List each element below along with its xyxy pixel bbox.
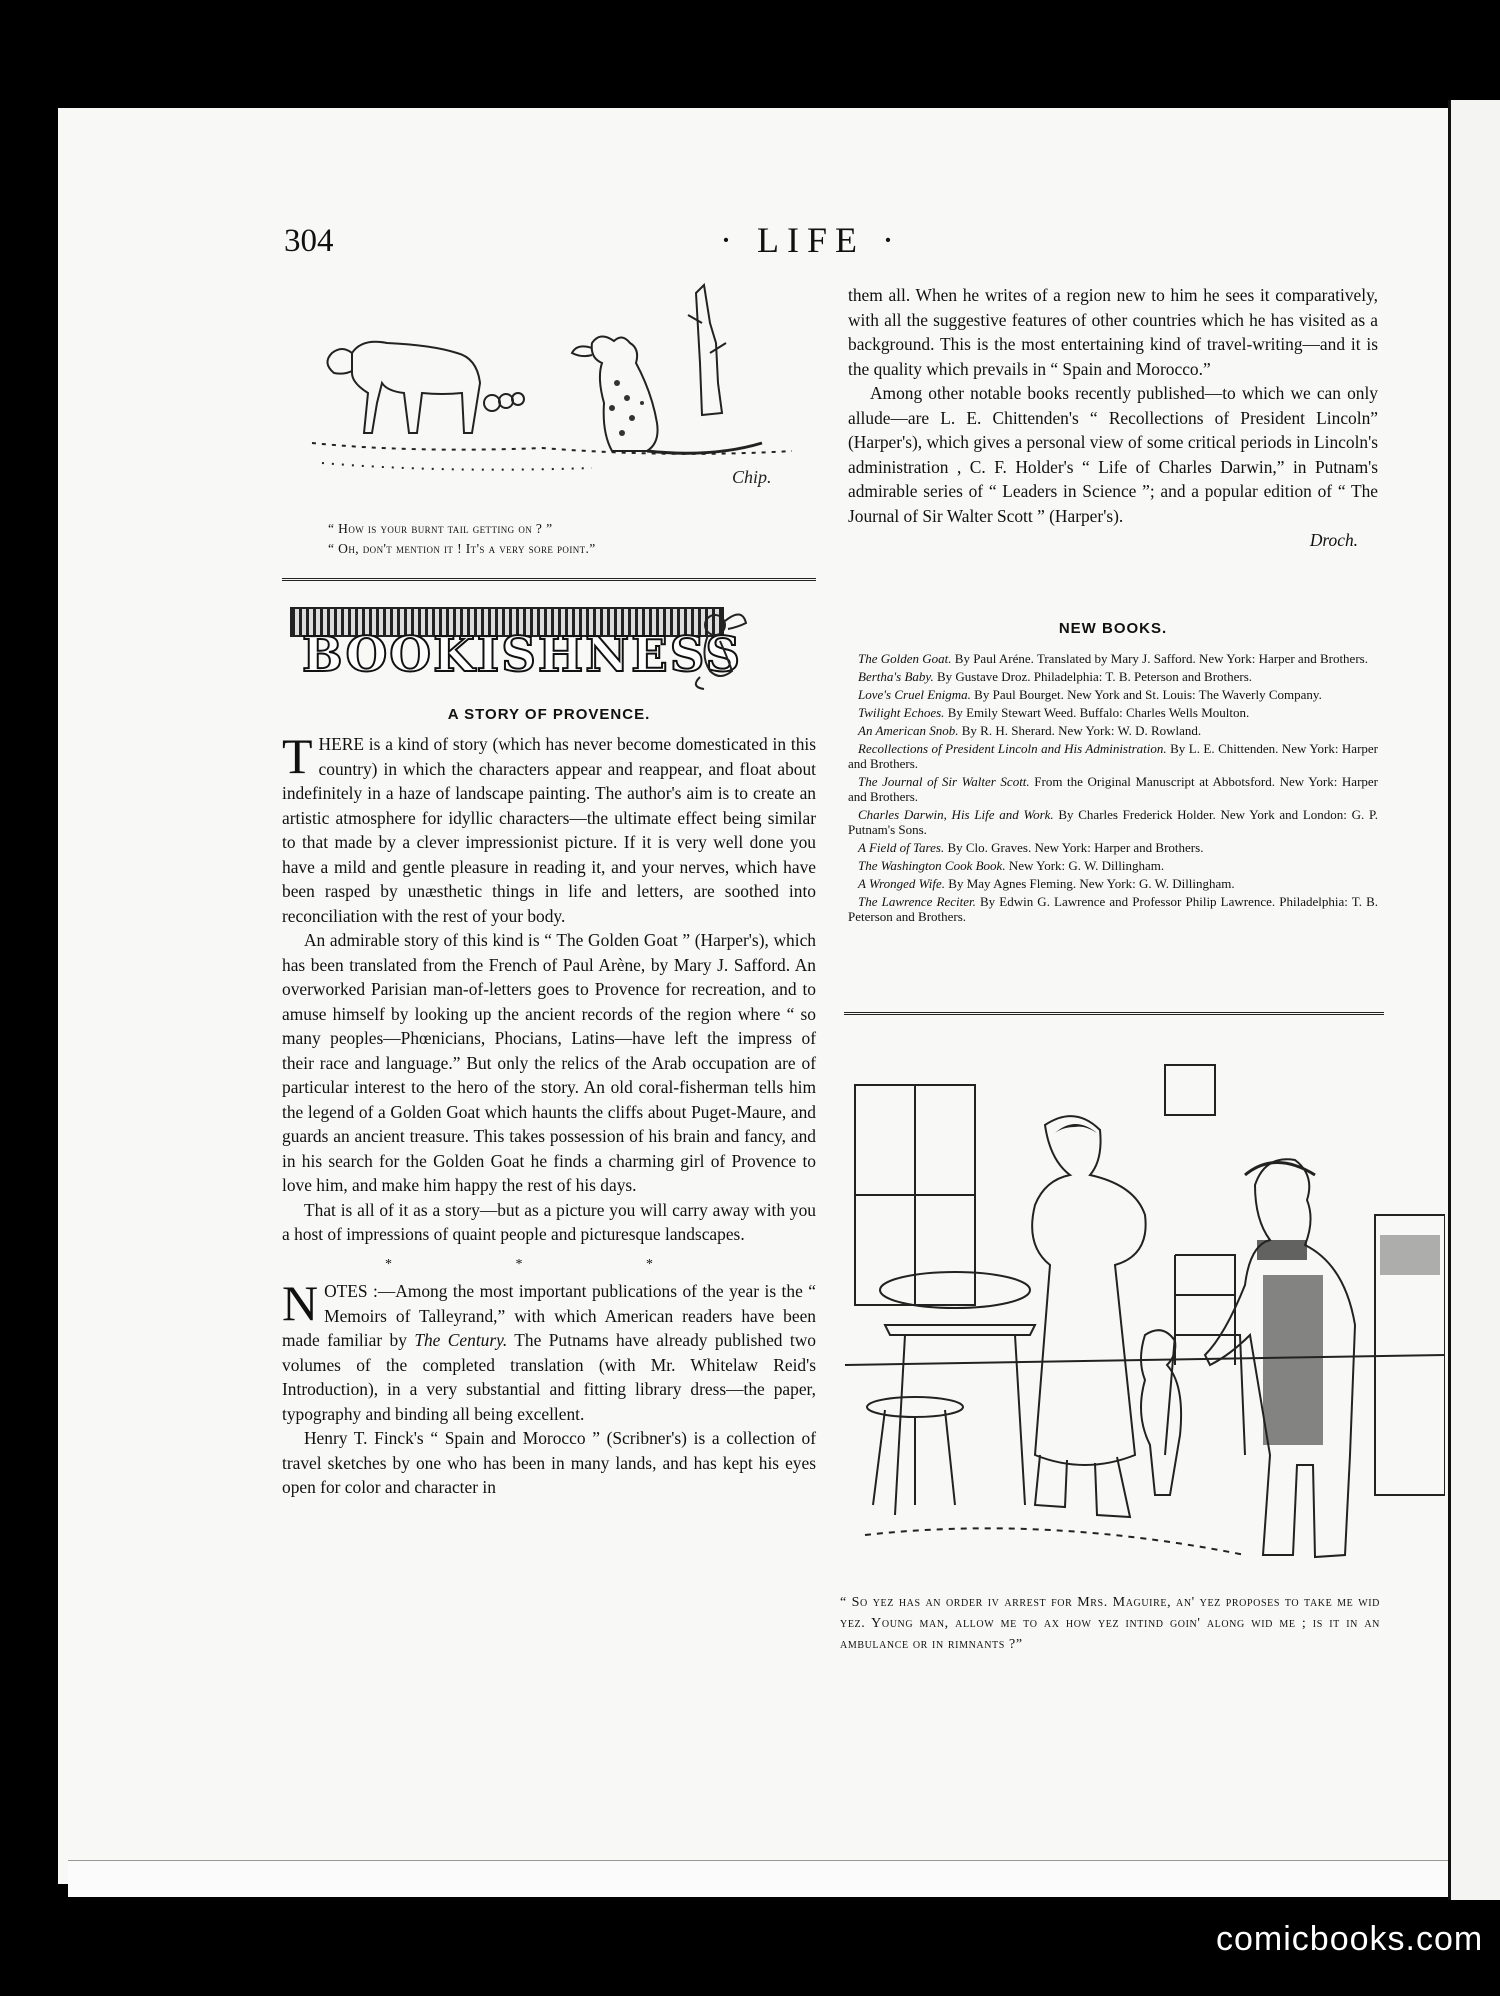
right-column bbox=[848, 283, 1378, 553]
book-entry bbox=[848, 651, 1378, 666]
book-title: Charles Darwin, His Life and Work. bbox=[858, 807, 1054, 822]
book-entry bbox=[848, 894, 1378, 924]
paragraph-1-text: HERE is a kind of story (which has never become domesticated in this country) in which the characters appear and reappear, and float about indefinitely in a haze of landscape painting. The author's aim is to create an artistic atmosphere for idyllic characters—the ultimate effect being similar to that made by a clever impressionist picture. If it is very well done you have a mild and gentle pleasure in reading it, and your nerves, which have been rasped by unæsthetic things in life and letters, are soothed into reconciliation with the rest of your body. bbox=[282, 734, 816, 926]
book-title: Bertha's Baby. bbox=[858, 669, 934, 684]
caption-line-2: “ Oh, don't mention it ! It's a very sore point.” bbox=[328, 541, 596, 556]
book-details: By Paul Bourget. New York and St. Louis: The Waverly Company. bbox=[970, 687, 1322, 702]
book-title: The Golden Goat. bbox=[858, 651, 952, 666]
book-details: By L. E. Chittenden. New York: Harper and Brothers. bbox=[848, 741, 1378, 771]
wall-picture bbox=[1165, 1065, 1215, 1115]
stool-top bbox=[867, 1397, 963, 1417]
cartoon-signature: Chip. bbox=[732, 467, 772, 487]
masthead-title: · LIFE · bbox=[720, 220, 902, 260]
book-details: By May Agnes Fleming. New York: G. W. Dillingham. bbox=[945, 876, 1235, 891]
bottom-cartoon-caption: “ So yez has an order iv arrest for Mrs. Maguire, an' yez proposes to take me wid yez. Young man, allow me to ax how yez intind goin' along wid me ; is it in an ambulance or in rimnants ?” bbox=[840, 1595, 1380, 1652]
notes-paragraph bbox=[282, 1275, 816, 1426]
book-title: The Washington Cook Book. bbox=[858, 858, 1006, 873]
book-title: A Wronged Wife. bbox=[858, 876, 946, 891]
book-entry bbox=[848, 705, 1378, 720]
book-title: An American Snob. bbox=[858, 723, 959, 738]
book-details: By R. H. Sherard. New York: W. D. Rowland. bbox=[958, 723, 1202, 738]
book-entry bbox=[848, 876, 1378, 891]
divider-right bbox=[844, 1012, 1384, 1018]
story-paragraph-6: them all. When he writes of a region new to him he sees it comparatively, with all the suggestive features of other countries which he has visited as a background. This is the most entertaining kind of travel-writing—and it is the quality which prevails in “ Spain and Morocco.” bbox=[848, 285, 1378, 379]
story-paragraph-2: An admirable story of this kind is “ The Golden Goat ” (Harper's), which has been translated from the French of Paul Arène, by Mary J. Safford. An overworked Parisian man-of-letters goes to Provence for recreation, and to amuse himself by looking up the ancient records of the region where “ so many peoples—Phœnicians, Phocians, Latins—have left the impress of their race and language.” But only the relics of the Arab occupation are of particular interest to the hero of the story. An old coral-fisherman tells him the legend of a Golden Goat which haunts the cliffs about Puget-Maure, and guards an ancient treasure. This takes possession of his brain and fancy, and in his search for the Golden Goat he finds a charming girl of Provence to love him, and make him happy the rest of his days. bbox=[282, 930, 816, 1195]
book-title: Twilight Echoes. bbox=[858, 705, 945, 720]
notes-italic: The Century. bbox=[414, 1330, 508, 1350]
facing-page-edge bbox=[1448, 100, 1500, 1900]
divider-left-top bbox=[282, 578, 816, 584]
book-entry bbox=[848, 858, 1378, 873]
story-paragraph-1 bbox=[282, 728, 816, 928]
book-title: Recollections of President Lincoln and His Administration. bbox=[858, 741, 1167, 756]
bookishness-heading-art bbox=[290, 607, 743, 697]
story-paragraph-5: Henry T. Finck's “ Spain and Morocco ” (Scribner's) is a collection of travel sketches by one who has been in many lands, and has kept his eyes open for color and character in bbox=[282, 1428, 816, 1497]
page-number: 304 bbox=[284, 223, 334, 259]
top-cartoon-caption bbox=[328, 519, 828, 559]
book-title: Love's Cruel Enigma. bbox=[858, 687, 971, 702]
tree-trunk bbox=[696, 285, 722, 415]
drop-cap-t: T bbox=[282, 728, 313, 784]
new-books-list bbox=[848, 651, 1378, 927]
book-entry bbox=[848, 741, 1378, 771]
notes-text-b: The Putnams have already published two volumes of the completed translation (with Mr. Whitelaw Reid's Introduction), in a very substantial and fitting library dress—the paper, typography and binding all being excellent. bbox=[282, 1330, 816, 1424]
book-entry bbox=[848, 687, 1378, 702]
dog-body bbox=[352, 342, 480, 433]
book-entry bbox=[848, 669, 1378, 684]
book-title: The Journal of Sir Walter Scott. bbox=[858, 774, 1030, 789]
book-entry bbox=[848, 774, 1378, 804]
book-details: By Emily Stewart Weed. Buffalo: Charles Wells Moulton. bbox=[944, 705, 1250, 720]
book-details: From the Original Manuscript at Abbotsford. New York: Harper and Brothers. bbox=[848, 774, 1378, 804]
book-details: By Edwin G. Lawrence and Professor Philip Lawrence. Philadelphia: T. B. Peterson and Brothers. bbox=[848, 894, 1378, 924]
story-paragraph-3: That is all of it as a story—but as a picture you will carry away with you a host of impressions of quaint people and picturesque landscapes. bbox=[282, 1199, 816, 1244]
notes-text-a: OTES :—Among the most important publications of the year is the “ Memoirs of Talleyrand,” with which American readers have been made familiar by bbox=[282, 1281, 816, 1350]
book-title: The Lawrence Reciter. bbox=[858, 894, 976, 909]
book-details: By Charles Frederick Holder. New York and London: G. P. Putnam's Sons. bbox=[848, 807, 1378, 837]
left-column bbox=[282, 728, 816, 1500]
cherub-icon bbox=[680, 601, 750, 691]
book-details: By Gustave Droz. Philadelphia: T. B. Peterson and Brothers. bbox=[933, 669, 1253, 684]
section-stars: * * * bbox=[385, 1256, 713, 1272]
watermark-logo: comicbooks.com bbox=[1216, 1920, 1484, 1958]
story-heading: A STORY OF PROVENCE. bbox=[447, 706, 651, 723]
book-entry bbox=[848, 807, 1378, 837]
woman bbox=[1032, 1116, 1145, 1465]
book-title: A Field of Tares. bbox=[858, 840, 945, 855]
drop-cap-n: N bbox=[282, 1275, 319, 1331]
story-paragraph-7: Among other notable books recently published—to which we can only allude—are L. E. Chittenden's “ Recollections of President Lincoln” (Harper's), which gives a personal view of some critical periods in Lincoln's administration , C. F. Holder's “ Life of Charles Darwin,” in Putnam's admirable series of “ Leaders in Science ”; and a popular edition of “ The Journal of Sir Walter Scott ” (Harper's). bbox=[848, 383, 1378, 526]
book-details: By Paul Aréne. Translated by Mary J. Safford. New York: Harper and Brothers. bbox=[951, 651, 1368, 666]
page-stack-edge bbox=[68, 1860, 1456, 1897]
book-details: By Clo. Graves. New York: Harper and Brothers. bbox=[944, 840, 1204, 855]
book-entry bbox=[848, 723, 1378, 738]
new-books-heading: NEW BOOKS. bbox=[1058, 620, 1168, 637]
policeman-cartoon bbox=[845, 1035, 1445, 1575]
author-signature: Droch. bbox=[1309, 530, 1358, 550]
book-details: New York: G. W. Dillingham. bbox=[1005, 858, 1165, 873]
book-entry bbox=[848, 840, 1378, 855]
wash-bowl bbox=[880, 1272, 1030, 1308]
bookishness-title: BOOKISHNESS bbox=[302, 627, 743, 683]
dog-cat-cartoon bbox=[292, 283, 812, 513]
caption-line-1: “ How is your burnt tail getting on ? ” bbox=[328, 521, 553, 536]
